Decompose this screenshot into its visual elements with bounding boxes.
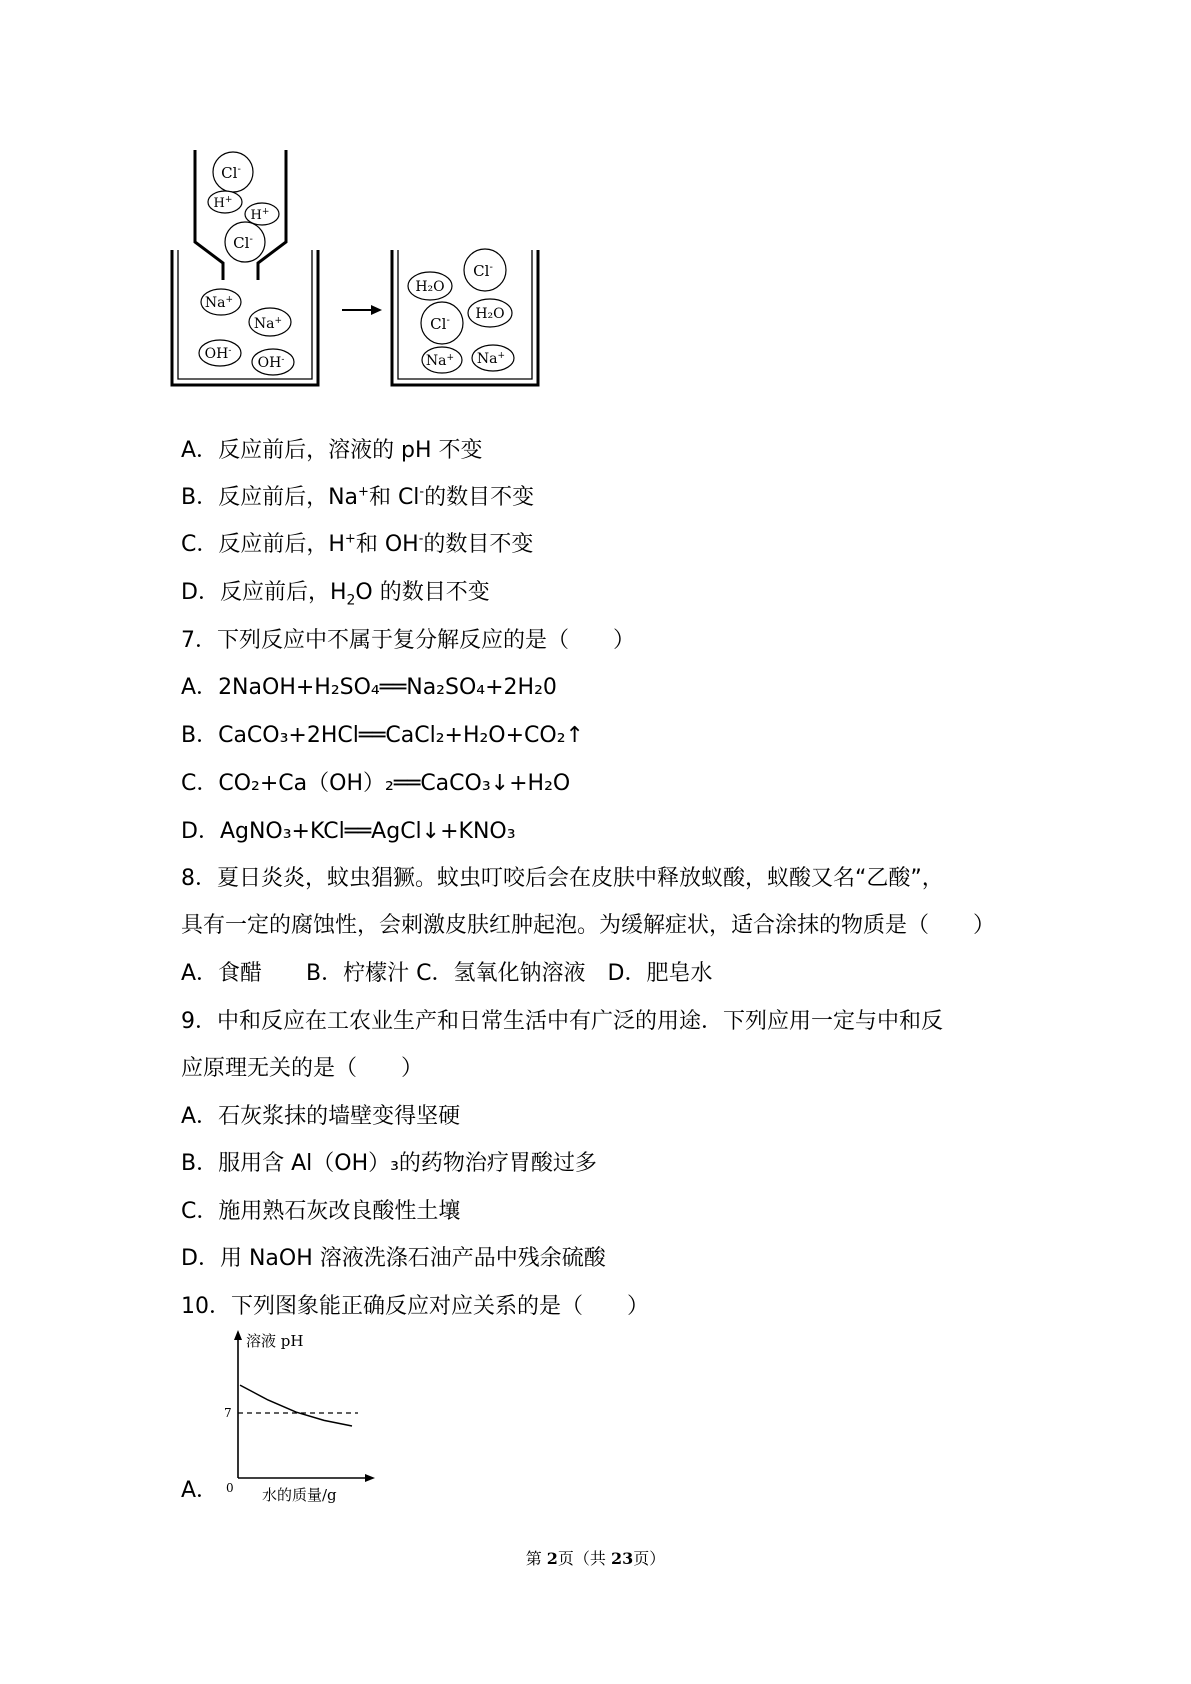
total-pages: 23 xyxy=(611,1549,634,1568)
q10-option-a-label: A． xyxy=(181,1478,219,1503)
q9-option-a: A．石灰浆抹的墙壁变得坚硬 xyxy=(181,1104,461,1129)
ion-na-left1: Na+ xyxy=(204,295,234,311)
q9-stem-line1: 9．中和反应在工农业生产和日常生活中有广泛的用途．下列应用一定与中和反 xyxy=(181,1009,943,1034)
current-page: 2 xyxy=(546,1549,558,1568)
q8-options: A．食醋 B．柠檬汁 C．氢氧化钠溶液 D．肥皂水 xyxy=(181,961,713,986)
q8-stem-line2: 具有一定的腐蚀性，会刺激皮肤红肿起泡。为缓解症状，适合涂抹的物质是（ ） xyxy=(181,913,996,938)
ion-h-top2: H+ xyxy=(250,207,270,223)
ion-cl-right2: Cl- xyxy=(430,315,450,333)
ion-oh-left2: OH- xyxy=(257,355,285,371)
q7-option-d: D．AgNO₃+KCl══AgCl↓+KNO₃ xyxy=(181,819,516,844)
q6-option-a: A．反应前后，溶液的 pH 不变 xyxy=(181,438,483,463)
y-axis-arrow xyxy=(234,1330,242,1340)
origin-label: 0 xyxy=(226,1481,234,1495)
ion-oh-left1: OH- xyxy=(204,346,232,362)
ion-cl-top1: Cl- xyxy=(221,164,241,182)
q6-option-d: D．反应前后，$H_2O$ 的数目不变 xyxy=(181,580,490,609)
q7-option-a: A．2NaOH+H₂SO₄══Na₂SO₄+2H₂0 xyxy=(181,675,557,700)
q10-stem: 10．下列图象能正确反应对应关系的是（ ） xyxy=(181,1294,649,1319)
q9-option-d: D．用 NaOH 溶液洗涤石油产品中残余硫酸 xyxy=(181,1246,606,1271)
q6-option-c: C．反应前后，H+和 OH-的数目不变 xyxy=(181,531,534,557)
x-axis-arrow xyxy=(365,1474,375,1482)
q9-option-c: C．施用熟石灰改良酸性土壤 xyxy=(181,1199,461,1224)
y-axis-label: 溶液 pH xyxy=(246,1332,304,1350)
ion-na-left2: Na+ xyxy=(253,316,283,332)
ion-h2o-right2: H₂O xyxy=(475,306,505,322)
ion-cl-right1: Cl- xyxy=(473,262,493,280)
ion-cl-top2: Cl- xyxy=(233,234,253,252)
page-footer: 第 2页（共 23页） xyxy=(525,1549,666,1568)
q6-option-b: B．反应前后，Na+和 Cl-的数目不变 xyxy=(181,484,535,510)
q8-stem-line1: 8．夏日炎炎，蚊虫猖獗。蚊虫叮咬后会在皮肤中释放蚁酸，蚁酸又名“乙酸”， xyxy=(181,866,944,891)
q7-stem: 7．下列反应中不属于复分解反应的是（ ） xyxy=(181,628,635,653)
x-axis-label: 水的质量/g xyxy=(262,1486,337,1504)
q10-ph-chart xyxy=(210,1328,380,1508)
ion-h-top1: H+ xyxy=(213,195,233,211)
ph-curve xyxy=(240,1385,352,1426)
neutralization-diagram xyxy=(170,150,590,420)
q9-stem-line2: 应原理无关的是（ ） xyxy=(181,1056,424,1081)
q9-option-b: B．服用含 Al（OH）₃的药物治疗胃酸过多 xyxy=(181,1151,597,1176)
q7-option-c: C．CO₂+Ca（OH）₂══CaCO₃↓+H₂O xyxy=(181,771,571,796)
ion-na-right2: Na+ xyxy=(476,351,506,367)
ion-na-right1: Na+ xyxy=(425,353,455,369)
ion-h2o-right1: H₂O xyxy=(415,279,445,295)
y-tick-7: 7 xyxy=(224,1406,232,1420)
q7-option-b: B．CaCO₃+2HCl══CaCl₂+H₂O+CO₂↑ xyxy=(181,723,584,748)
